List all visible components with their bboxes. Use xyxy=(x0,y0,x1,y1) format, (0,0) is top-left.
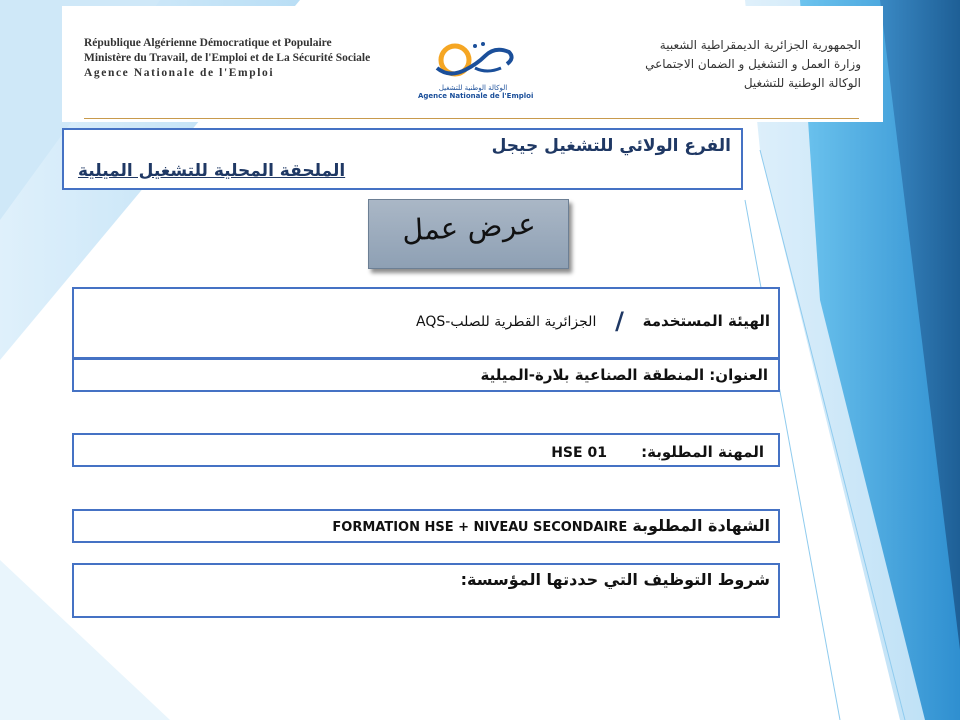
diploma-line xyxy=(332,516,770,535)
letterhead-french xyxy=(84,36,370,81)
address-value: المنطقة الصناعية بلارة-الميلية xyxy=(480,366,705,384)
employer-label: الهيئة المستخدمة xyxy=(642,312,770,330)
job-value: 01 HSE xyxy=(551,445,607,461)
employer-value: الجزائرية القطرية للصلب-AQS xyxy=(416,314,597,330)
logo-caption-fr: Agence Nationale de l'Emploi xyxy=(418,92,534,100)
logo-caption-ar: الوكالة الوطنية للتشغيل xyxy=(438,84,508,92)
job-box xyxy=(72,433,780,467)
ministry-name-fr: Ministère du Travail, de l'Emploi et de La Sécurité Sociale xyxy=(84,52,371,64)
diploma-value: FORMATION HSE + NIVEAU SECONDAIRE xyxy=(332,520,628,535)
agency-name-fr: Agence Nationale de l'Emploi xyxy=(84,67,275,79)
employer-box xyxy=(72,287,780,359)
address-box xyxy=(72,358,780,392)
address-line xyxy=(480,365,768,384)
diploma-box xyxy=(72,509,780,543)
conditions-label: شروط التوظيف التي حددتها المؤسسة: xyxy=(460,570,770,589)
job-line xyxy=(551,442,764,461)
letterhead xyxy=(62,6,883,122)
address-label: العنوان: xyxy=(709,366,768,384)
letterhead-arabic xyxy=(645,36,861,93)
conditions-box xyxy=(72,563,780,618)
diploma-label: الشهادة المطلوبة xyxy=(632,516,770,535)
job-label: المهنة المطلوبة: xyxy=(641,443,764,461)
branch-box xyxy=(62,128,743,190)
annex-name: الملحقة المحلية للتشغيل الميلية xyxy=(78,161,346,181)
branch-name: الفرع الولائي للتشغيل جيجل xyxy=(491,136,731,156)
employer-line xyxy=(416,307,770,335)
job-offer-title xyxy=(368,199,569,269)
anem-logo xyxy=(418,34,534,116)
anem-logo-icon xyxy=(425,34,521,84)
letterhead-divider xyxy=(84,118,859,119)
employer-separator: / xyxy=(615,307,624,335)
job-offer-title-text: عرض عمل xyxy=(400,206,537,248)
republic-name-ar: الجمهورية الجزائرية الديمقراطية الشعبية xyxy=(659,38,861,52)
republic-name-fr: République Algérienne Démocratique et Populaire xyxy=(84,37,332,49)
ministry-name-ar: وزارة العمل و التشغيل و الضمان الاجتماعي xyxy=(645,57,861,71)
agency-name-ar: الوكالة الوطنية للتشغيل xyxy=(743,76,861,90)
